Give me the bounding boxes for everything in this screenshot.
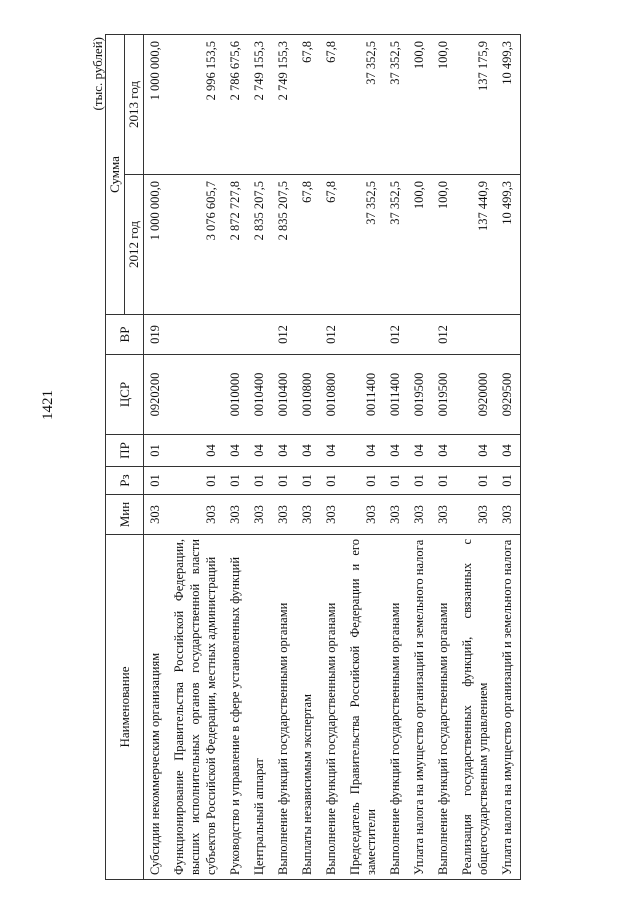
- row-rz: 01: [408, 467, 432, 495]
- row-csr: 0011400: [344, 355, 384, 435]
- row-vr: [408, 315, 432, 355]
- row-sum-2013: 2 749 155,3: [248, 35, 272, 175]
- row-pr: 04: [432, 435, 456, 467]
- table-row: [272, 35, 296, 880]
- row-sum-2013: 67,8: [320, 35, 344, 175]
- table-header: [106, 35, 144, 880]
- row-csr: 0010800: [320, 355, 344, 435]
- row-min: 303: [296, 495, 320, 535]
- header-vr: ВР: [106, 315, 144, 355]
- row-pr: 04: [408, 435, 432, 467]
- row-rz: 01: [344, 467, 384, 495]
- header-rz: Рз: [106, 467, 144, 495]
- table-body: [144, 35, 521, 880]
- row-name: Центральный аппарат: [248, 535, 272, 880]
- table-row: [408, 35, 432, 880]
- row-sum-2013: 1 000 000,0: [144, 35, 169, 175]
- row-csr: 0011400: [384, 355, 408, 435]
- row-sum-2013: 100,0: [408, 35, 432, 175]
- table-row: [432, 35, 456, 880]
- row-min: 303: [496, 495, 521, 535]
- row-pr: 04: [384, 435, 408, 467]
- row-vr: 012: [432, 315, 456, 355]
- row-pr: 04: [248, 435, 272, 467]
- row-vr: [496, 315, 521, 355]
- row-name: Выплаты независимым экспертам: [296, 535, 320, 880]
- row-rz: 01: [432, 467, 456, 495]
- row-min: 303: [344, 495, 384, 535]
- row-rz: 01: [384, 467, 408, 495]
- row-pr: 04: [456, 435, 496, 467]
- row-vr: [456, 315, 496, 355]
- row-csr: 0920200: [144, 355, 169, 435]
- row-sum-2012: 100,0: [432, 175, 456, 315]
- header-name: Наименование: [106, 535, 144, 880]
- row-name: Выполнение функций государственными органами: [272, 535, 296, 880]
- row-sum-2012: 137 440,9: [456, 175, 496, 315]
- header-2013: 2013 год: [125, 35, 144, 175]
- row-min: 303: [432, 495, 456, 535]
- row-sum-2012: 2 835 207,5: [272, 175, 296, 315]
- row-csr: 0010800: [296, 355, 320, 435]
- row-csr: 0920000: [456, 355, 496, 435]
- row-rz: 01: [456, 467, 496, 495]
- page-number: 1421: [40, 390, 56, 420]
- row-pr: 04: [296, 435, 320, 467]
- row-name: Уплата налога на имущество организаций и земельного налога: [408, 535, 432, 880]
- row-pr: 04: [168, 435, 224, 467]
- table-row: [496, 35, 521, 880]
- budget-table: [105, 34, 521, 880]
- table-row: [248, 35, 272, 880]
- row-min: 303: [320, 495, 344, 535]
- table-row: [456, 35, 496, 880]
- row-sum-2012: 2 835 207,5: [248, 175, 272, 315]
- row-sum-2012: 37 352,5: [384, 175, 408, 315]
- row-sum-2012: 10 499,3: [496, 175, 521, 315]
- table-row: [224, 35, 248, 880]
- row-sum-2013: 37 352,5: [384, 35, 408, 175]
- header-csr: ЦСР: [106, 355, 144, 435]
- header-sum: Сумма: [106, 35, 125, 315]
- row-pr: 04: [224, 435, 248, 467]
- row-rz: 01: [496, 467, 521, 495]
- row-sum-2012: 2 872 727,8: [224, 175, 248, 315]
- row-min: 303: [168, 495, 224, 535]
- row-sum-2013: 100,0: [432, 35, 456, 175]
- row-sum-2013: 2 996 153,5: [168, 35, 224, 175]
- row-sum-2013: 37 352,5: [344, 35, 384, 175]
- row-vr: [224, 315, 248, 355]
- row-pr: 04: [272, 435, 296, 467]
- row-vr: 012: [384, 315, 408, 355]
- row-min: 303: [224, 495, 248, 535]
- row-min: 303: [408, 495, 432, 535]
- row-vr: [248, 315, 272, 355]
- row-sum-2012: 67,8: [320, 175, 344, 315]
- header-2012: 2012 год: [125, 175, 144, 315]
- row-sum-2013: 2 749 155,3: [272, 35, 296, 175]
- row-name: Реализация государственных функций, связанных с общегосударственным управлением: [456, 535, 496, 880]
- table-row: [144, 35, 169, 880]
- row-pr: 04: [320, 435, 344, 467]
- row-sum-2012: 1 000 000,0: [144, 175, 169, 315]
- row-rz: 01: [296, 467, 320, 495]
- row-name: Выполнение функций государственными органами: [432, 535, 456, 880]
- row-min: 303: [248, 495, 272, 535]
- row-csr: 0019500: [432, 355, 456, 435]
- row-sum-2012: 100,0: [408, 175, 432, 315]
- row-name: Субсидии некоммерческим организациям: [144, 535, 169, 880]
- row-csr: 0010400: [272, 355, 296, 435]
- row-rz: 01: [144, 467, 169, 495]
- row-vr: [344, 315, 384, 355]
- row-min: 303: [456, 495, 496, 535]
- table-row: [344, 35, 384, 880]
- row-rz: 01: [272, 467, 296, 495]
- row-sum-2013: 67,8: [296, 35, 320, 175]
- table-row: [296, 35, 320, 880]
- row-csr: 0929500: [496, 355, 521, 435]
- row-sum-2013: 137 175,9: [456, 35, 496, 175]
- row-rz: 01: [248, 467, 272, 495]
- row-sum-2013: 2 786 675,6: [224, 35, 248, 175]
- table-row: [320, 35, 344, 880]
- row-pr: 04: [496, 435, 521, 467]
- row-vr: 012: [272, 315, 296, 355]
- row-name: Председатель Правительства Российской Федерации и его заместители: [344, 535, 384, 880]
- row-rz: 01: [168, 467, 224, 495]
- row-name: Функционирование Правительства Российской Федерации, высших исполнительных органов государственной власти субъектов Российской Федерации, местных администраций: [168, 535, 224, 880]
- row-csr: [168, 355, 224, 435]
- row-vr: [168, 315, 224, 355]
- row-sum-2012: 37 352,5: [344, 175, 384, 315]
- row-name: Выполнение функций государственными органами: [384, 535, 408, 880]
- row-csr: 0019500: [408, 355, 432, 435]
- row-name: Уплата налога на имущество организаций и земельного налога: [496, 535, 521, 880]
- row-rz: 01: [224, 467, 248, 495]
- row-min: 303: [384, 495, 408, 535]
- row-vr: 012: [320, 315, 344, 355]
- row-pr: 01: [144, 435, 169, 467]
- row-min: 303: [272, 495, 296, 535]
- row-sum-2012: 67,8: [296, 175, 320, 315]
- row-min: 303: [144, 495, 169, 535]
- row-vr: 019: [144, 315, 169, 355]
- row-name: Руководство и управление в сфере установленных функций: [224, 535, 248, 880]
- unit-note: (тыс. рублей): [90, 37, 105, 111]
- table-row: [384, 35, 408, 880]
- header-pr: ПР: [106, 435, 144, 467]
- row-rz: 01: [320, 467, 344, 495]
- table-row: [168, 35, 224, 880]
- row-pr: 04: [344, 435, 384, 467]
- row-sum-2013: 10 499,3: [496, 35, 521, 175]
- rotated-page-content: [90, 35, 590, 880]
- row-csr: 0010000: [224, 355, 248, 435]
- header-min: Мин: [106, 495, 144, 535]
- row-vr: [296, 315, 320, 355]
- row-csr: 0010400: [248, 355, 272, 435]
- row-sum-2012: 3 076 605,7: [168, 175, 224, 315]
- row-name: Выполнение функций государственными органами: [320, 535, 344, 880]
